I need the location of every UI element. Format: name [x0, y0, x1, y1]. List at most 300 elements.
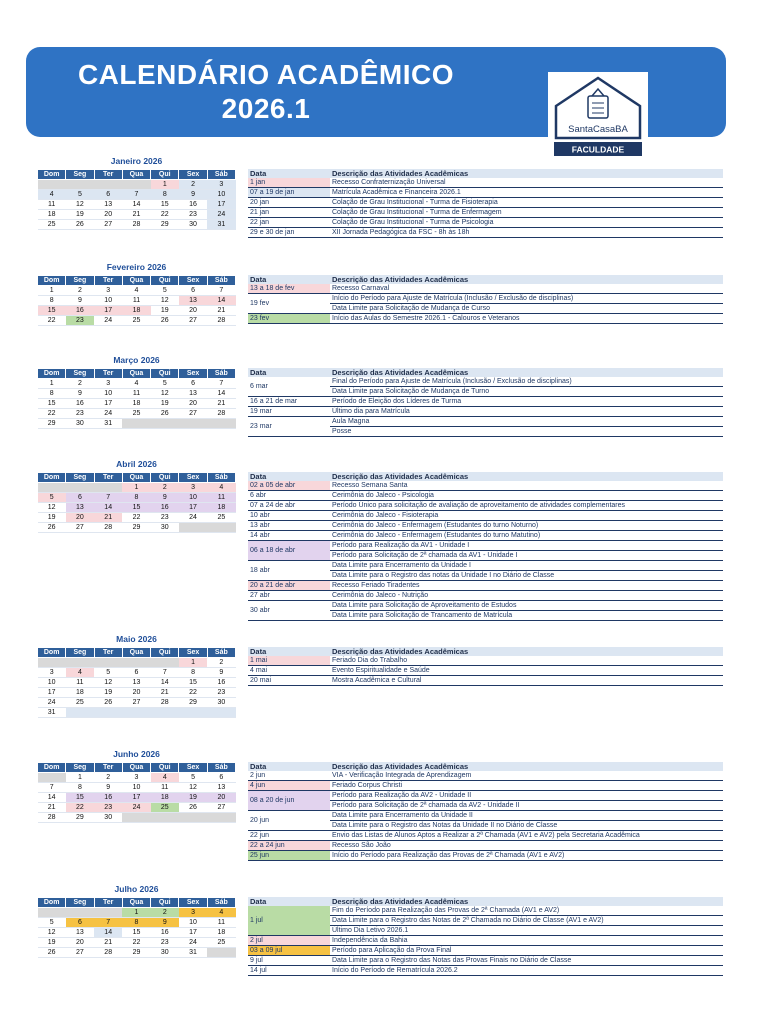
activities-table — [248, 647, 723, 686]
calendar-day — [66, 180, 94, 190]
calendar-day: 3 — [94, 379, 122, 389]
weekday-header: Sáb — [207, 276, 235, 286]
activity-date: 21 jan — [248, 208, 330, 218]
calendar-day: 15 — [122, 503, 150, 513]
calendar-day: 31 — [38, 708, 66, 718]
calendar-day — [207, 948, 235, 958]
calendar-day: 23 — [66, 409, 94, 419]
calendar-day: 14 — [207, 389, 235, 399]
calendar-day: 16 — [151, 928, 179, 938]
weekday-header: Ter — [94, 170, 122, 180]
activity-row — [248, 218, 723, 228]
activity-description: Data Limite para o Registro das Notas da Unidade II no Diário de Classe — [330, 821, 723, 831]
month-title: Janeiro 2026 — [110, 156, 163, 166]
activity-date: 6 abr — [248, 491, 330, 501]
calendar-day: 23 — [94, 803, 122, 813]
calendar-day: 2 — [94, 773, 122, 783]
calendar-day: 24 — [207, 210, 235, 220]
page-term: 2026.1 — [221, 93, 311, 124]
weekday-header: Sáb — [207, 648, 235, 658]
activity-row — [248, 811, 723, 821]
activity-date: 22 jun — [248, 831, 330, 841]
calendar-day: 7 — [122, 190, 150, 200]
weekday-header: Sex — [179, 763, 207, 773]
activity-description: Período de Eleição dos Líderes de Turma — [330, 397, 723, 407]
activity-row — [248, 198, 723, 208]
activity-row — [248, 946, 723, 956]
activity-description: Cerimônia do Jaleco - Nutrição — [330, 591, 723, 601]
activity-description: Recesso Semana Santa — [330, 481, 723, 491]
calendar-day: 14 — [38, 793, 66, 803]
calendar-day: 12 — [179, 783, 207, 793]
calendar-day: 18 — [207, 928, 235, 938]
weekday-header: Ter — [94, 648, 122, 658]
calendar-day — [38, 180, 66, 190]
calendar-day: 11 — [66, 678, 94, 688]
calendar-day: 17 — [179, 503, 207, 513]
weekday-header: Seg — [66, 898, 94, 908]
activity-date: 20 jan — [248, 198, 330, 208]
calendar-day: 9 — [66, 296, 94, 306]
activities-table — [248, 275, 723, 324]
month-calendar — [37, 275, 236, 326]
activity-description: Cerimônia do Jaleco - Fisioterapia — [330, 511, 723, 521]
weekday-header: Qua — [122, 276, 150, 286]
activity-row — [248, 791, 723, 801]
calendar-day: 8 — [151, 190, 179, 200]
calendar-day: 31 — [94, 419, 122, 429]
calendar-day: 18 — [122, 306, 150, 316]
calendar-day: 28 — [207, 316, 235, 326]
calendar-day: 14 — [151, 678, 179, 688]
calendar-day: 22 — [122, 513, 150, 523]
activity-description: Recesso Confraternização Universal — [330, 178, 723, 188]
calendar-day: 25 — [207, 938, 235, 948]
calendar-day: 16 — [207, 678, 235, 688]
activity-description: Independência da Bahia — [330, 936, 723, 946]
calendar-day — [66, 658, 94, 668]
activity-date: 1 jul — [248, 906, 330, 936]
calendar-day: 3 — [122, 773, 150, 783]
weekday-header: Qua — [122, 369, 150, 379]
calendar-day: 7 — [151, 668, 179, 678]
month-title: Julho 2026 — [114, 884, 159, 894]
activity-row — [248, 771, 723, 781]
calendar-day: 14 — [94, 503, 122, 513]
calendar-day — [38, 483, 66, 493]
calendar-day — [122, 708, 150, 718]
calendar-day — [122, 813, 150, 823]
calendar-day: 16 — [94, 793, 122, 803]
calendar-day: 28 — [151, 698, 179, 708]
calendar-day: 15 — [179, 678, 207, 688]
calendar-day: 30 — [179, 220, 207, 230]
activity-date: 20 a 21 de abr — [248, 581, 330, 591]
calendar-day: 5 — [94, 668, 122, 678]
calendar-day: 21 — [122, 210, 150, 220]
calendar-day — [94, 483, 122, 493]
calendar-day: 26 — [38, 948, 66, 958]
weekday-header: Seg — [66, 763, 94, 773]
calendar-day: 25 — [207, 513, 235, 523]
activity-date: 07 a 24 de abr — [248, 501, 330, 511]
activity-description: Início do Período para Realização das Provas de 2ª Chamada (AV1 e AV2) — [330, 851, 723, 861]
month-title: Abril 2026 — [116, 459, 157, 469]
activity-description: Data Limite para Solicitação de Trancamento de Matrícula — [330, 611, 723, 621]
calendar-day: 28 — [38, 813, 66, 823]
calendar-day: 1 — [179, 658, 207, 668]
calendar-day: 6 — [179, 379, 207, 389]
weekday-header: Qui — [151, 763, 179, 773]
calendar-day: 13 — [179, 296, 207, 306]
date-column-header: Data — [248, 472, 330, 481]
activity-row — [248, 591, 723, 601]
calendar-day: 26 — [66, 220, 94, 230]
calendar-day: 20 — [179, 399, 207, 409]
activity-row — [248, 294, 723, 304]
calendar-day: 21 — [207, 399, 235, 409]
description-column-header: Descrição das Atividades Acadêmicas — [330, 169, 723, 178]
calendar-day: 22 — [151, 210, 179, 220]
calendar-day: 1 — [66, 773, 94, 783]
calendar-day: 23 — [151, 513, 179, 523]
activity-date: 10 abr — [248, 511, 330, 521]
activity-description: Período para Solicitação de 2ª chamada da AV2 - Unidade II — [330, 801, 723, 811]
calendar-day: 4 — [38, 190, 66, 200]
activities-table — [248, 169, 723, 238]
calendar-day: 1 — [151, 180, 179, 190]
activity-date: 16 a 21 de mar — [248, 397, 330, 407]
weekday-header: Seg — [66, 369, 94, 379]
activity-description: Data Limite para o Registro das notas da Unidade I no Diário de Classe — [330, 571, 723, 581]
calendar-day — [38, 658, 66, 668]
calendar-day: 21 — [207, 306, 235, 316]
weekday-header: Qui — [151, 648, 179, 658]
calendar-day: 15 — [38, 306, 66, 316]
calendar-day: 24 — [179, 938, 207, 948]
calendar-day: 5 — [66, 190, 94, 200]
activity-date: 03 a 09 jul — [248, 946, 330, 956]
activity-description: Recesso Feriado Tiradentes — [330, 581, 723, 591]
logo-sub: FACULDADE — [571, 144, 625, 155]
calendar-day: 25 — [151, 803, 179, 813]
activity-description: Início do Período de Rematrícula 2026.2 — [330, 966, 723, 976]
description-column-header: Descrição das Atividades Acadêmicas — [330, 472, 723, 481]
calendar-day: 3 — [94, 286, 122, 296]
activities-table — [248, 897, 723, 976]
description-column-header: Descrição das Atividades Acadêmicas — [330, 762, 723, 771]
activity-date: 27 abr — [248, 591, 330, 601]
calendar-day: 18 — [151, 793, 179, 803]
calendar-day: 14 — [207, 296, 235, 306]
calendar-day: 14 — [94, 928, 122, 938]
weekday-header: Dom — [38, 898, 66, 908]
calendar-day: 7 — [207, 286, 235, 296]
calendar-day: 11 — [122, 389, 150, 399]
calendar-day: 3 — [179, 483, 207, 493]
calendar-day: 21 — [151, 688, 179, 698]
description-column-header: Descrição das Atividades Acadêmicas — [330, 897, 723, 906]
weekday-header: Qui — [151, 473, 179, 483]
calendar-day: 29 — [38, 419, 66, 429]
month-calendar — [37, 897, 236, 958]
calendar-day: 28 — [94, 523, 122, 533]
activity-row — [248, 531, 723, 541]
calendar-day: 19 — [66, 210, 94, 220]
calendar-day: 12 — [38, 503, 66, 513]
activity-description: Data Limite para Solicitação de Mudança de Curso — [330, 304, 723, 314]
weekday-header: Dom — [38, 763, 66, 773]
weekday-header: Sex — [179, 473, 207, 483]
calendar-day: 23 — [179, 210, 207, 220]
weekday-header: Qua — [122, 473, 150, 483]
activity-description: Data Limite para Encerramento da Unidade II — [330, 811, 723, 821]
calendar-day: 29 — [179, 698, 207, 708]
activity-row — [248, 178, 723, 188]
activity-date: 19 fev — [248, 294, 330, 314]
calendar-day: 9 — [66, 389, 94, 399]
calendar-day: 8 — [122, 493, 150, 503]
calendar-day: 9 — [151, 918, 179, 928]
calendar-day — [94, 180, 122, 190]
weekday-header: Seg — [66, 648, 94, 658]
calendar-day: 31 — [179, 948, 207, 958]
weekday-header: Ter — [94, 473, 122, 483]
activity-description: Data Limite para Encerramento da Unidade I — [330, 561, 723, 571]
calendar-day: 10 — [122, 783, 150, 793]
calendar-day: 16 — [151, 503, 179, 513]
calendar-day: 24 — [122, 803, 150, 813]
date-column-header: Data — [248, 762, 330, 771]
activity-date: 9 jul — [248, 956, 330, 966]
calendar-day: 20 — [207, 793, 235, 803]
calendar-day: 5 — [151, 379, 179, 389]
activity-date: 29 e 30 de jan — [248, 228, 330, 238]
calendar-day: 21 — [94, 513, 122, 523]
calendar-day: 7 — [94, 918, 122, 928]
calendar-day: 18 — [122, 399, 150, 409]
activity-row — [248, 407, 723, 417]
weekday-header: Sex — [179, 898, 207, 908]
calendar-day: 4 — [122, 379, 150, 389]
weekday-header: Qua — [122, 763, 150, 773]
calendar-day: 26 — [151, 316, 179, 326]
calendar-day: 27 — [94, 220, 122, 230]
calendar-day: 12 — [66, 200, 94, 210]
calendar-day — [66, 908, 94, 918]
activity-row — [248, 666, 723, 676]
month-title: Fevereiro 2026 — [106, 262, 167, 272]
calendar-day: 26 — [38, 523, 66, 533]
date-column-header: Data — [248, 275, 330, 284]
activity-date: 13 a 18 de fev — [248, 284, 330, 294]
date-column-header: Data — [248, 169, 330, 178]
calendar-day: 23 — [207, 688, 235, 698]
activity-description: Matrícula Acadêmica e Financeira 2026.1 — [330, 188, 723, 198]
activity-description: Início das Aulas do Semestre 2026.1 - Calouros e Veteranos — [330, 314, 723, 324]
activities-table — [248, 368, 723, 437]
activity-description: Evento Espiritualidade e Saúde — [330, 666, 723, 676]
calendar-day: 27 — [179, 316, 207, 326]
calendar-day: 4 — [207, 908, 235, 918]
calendar-day: 9 — [94, 783, 122, 793]
month-calendar — [37, 647, 236, 718]
calendar-day: 16 — [66, 399, 94, 409]
month-calendar — [37, 472, 236, 533]
calendar-day: 17 — [122, 793, 150, 803]
calendar-day: 17 — [94, 306, 122, 316]
calendar-day: 4 — [122, 286, 150, 296]
activity-date: 22 jan — [248, 218, 330, 228]
calendar-day — [94, 658, 122, 668]
calendar-day: 28 — [207, 409, 235, 419]
calendar-day: 22 — [179, 688, 207, 698]
calendar-day: 5 — [38, 918, 66, 928]
calendar-day: 25 — [66, 698, 94, 708]
calendar-day: 12 — [151, 296, 179, 306]
calendar-day: 9 — [151, 493, 179, 503]
month-title: Março 2026 — [113, 355, 160, 365]
activity-date: 2 jun — [248, 771, 330, 781]
calendar-day: 12 — [94, 678, 122, 688]
activity-date: 14 abr — [248, 531, 330, 541]
activity-row — [248, 601, 723, 611]
activity-row — [248, 851, 723, 861]
calendar-day — [151, 708, 179, 718]
activity-date: 1 mai — [248, 656, 330, 666]
weekday-header: Qua — [122, 898, 150, 908]
calendar-day: 24 — [179, 513, 207, 523]
calendar-day: 12 — [151, 389, 179, 399]
calendar-day: 4 — [207, 483, 235, 493]
calendar-day: 19 — [151, 306, 179, 316]
calendar-day: 20 — [122, 688, 150, 698]
calendar-day — [94, 708, 122, 718]
activity-date: 02 a 05 de abr — [248, 481, 330, 491]
calendar-day: 30 — [207, 698, 235, 708]
calendar-day: 17 — [38, 688, 66, 698]
calendar-day: 12 — [38, 928, 66, 938]
calendar-day: 1 — [122, 483, 150, 493]
calendar-day — [207, 708, 235, 718]
weekday-header: Sáb — [207, 473, 235, 483]
activity-description: Final do Período para Ajuste de Matrícula (Inclusão / Exclusão de disciplinas) — [330, 377, 723, 387]
calendar-day: 2 — [66, 379, 94, 389]
calendar-day: 15 — [122, 928, 150, 938]
calendar-day — [66, 483, 94, 493]
calendar-day: 6 — [94, 190, 122, 200]
calendar-day: 10 — [94, 389, 122, 399]
date-column-header: Data — [248, 368, 330, 377]
activity-description: Cerimônia do Jaleco - Enfermagem (Estudantes do turno Noturno) — [330, 521, 723, 531]
calendar-day: 26 — [151, 409, 179, 419]
activity-description: Data Limite para Solicitação de Mudança de Turno — [330, 387, 723, 397]
calendar-day: 19 — [38, 938, 66, 948]
calendar-day: 3 — [179, 908, 207, 918]
activity-description: Período para Solicitação de 2ª chamada da AV1 - Unidade I — [330, 551, 723, 561]
calendar-day — [179, 813, 207, 823]
activity-row — [248, 314, 723, 324]
calendar-day: 24 — [94, 316, 122, 326]
calendar-day: 3 — [38, 668, 66, 678]
activity-description: Data Limite para o Registro das Notas de 2ª Chamada no Diário de Classe (AV1 e AV2) — [330, 916, 723, 926]
activity-description: Data Limite para o Registro das Notas das Provas Finais no Diário de Classe — [330, 956, 723, 966]
activity-description: Feriado Dia do Trabalho — [330, 656, 723, 666]
calendar-day: 2 — [151, 908, 179, 918]
weekday-header: Sáb — [207, 763, 235, 773]
weekday-header: Sáb — [207, 898, 235, 908]
activity-description: Período para Realização da AV1 - Unidade I — [330, 541, 723, 551]
calendar-day: 18 — [207, 503, 235, 513]
calendar-day: 28 — [94, 948, 122, 958]
calendar-day: 29 — [122, 523, 150, 533]
calendar-day: 6 — [179, 286, 207, 296]
calendar-day: 29 — [122, 948, 150, 958]
weekday-header: Qui — [151, 369, 179, 379]
calendar-day: 25 — [38, 220, 66, 230]
activity-row — [248, 417, 723, 427]
weekday-header: Ter — [94, 369, 122, 379]
date-column-header: Data — [248, 647, 330, 656]
calendar-day: 11 — [38, 200, 66, 210]
activity-description: Mostra Acadêmica e Cultural — [330, 676, 723, 686]
calendar-day — [207, 813, 235, 823]
calendar-day: 2 — [151, 483, 179, 493]
activity-row — [248, 491, 723, 501]
activity-description: Último Dia Letivo 2026.1 — [330, 926, 723, 936]
calendar-day: 20 — [66, 513, 94, 523]
page-title: CALENDÁRIO ACADÊMICO — [77, 59, 455, 90]
activity-description: Aula Magna — [330, 417, 723, 427]
calendar-day: 8 — [38, 389, 66, 399]
weekday-header: Sáb — [207, 369, 235, 379]
calendar-day: 5 — [151, 286, 179, 296]
calendar-day: 9 — [207, 668, 235, 678]
weekday-header: Qua — [122, 648, 150, 658]
weekday-header: Dom — [38, 276, 66, 286]
month-title: Maio 2026 — [116, 634, 157, 644]
calendar-day: 29 — [151, 220, 179, 230]
activity-row — [248, 208, 723, 218]
calendar-day — [122, 658, 150, 668]
activity-description: Recesso Carnaval — [330, 284, 723, 294]
calendar-day: 17 — [94, 399, 122, 409]
calendar-day: 2 — [207, 658, 235, 668]
activity-date: 20 jun — [248, 811, 330, 831]
weekday-header: Sex — [179, 648, 207, 658]
activity-description: Posse — [330, 427, 723, 437]
activity-description: Colação de Grau Institucional - Turma de Psicologia — [330, 218, 723, 228]
calendar-day: 22 — [122, 938, 150, 948]
activity-row — [248, 561, 723, 571]
calendar-day: 13 — [179, 389, 207, 399]
calendar-day: 23 — [151, 938, 179, 948]
calendar-day: 19 — [94, 688, 122, 698]
description-column-header: Descrição das Atividades Acadêmicas — [330, 647, 723, 656]
calendar-day: 30 — [151, 948, 179, 958]
calendar-day: 4 — [66, 668, 94, 678]
calendar-day: 6 — [207, 773, 235, 783]
activity-date: 22 a 24 jun — [248, 841, 330, 851]
calendar-day: 27 — [66, 948, 94, 958]
calendar-day: 11 — [151, 783, 179, 793]
activity-date: 1 jan — [248, 178, 330, 188]
activity-row — [248, 541, 723, 551]
calendar-day: 8 — [66, 783, 94, 793]
activities-table — [248, 762, 723, 861]
calendar-day: 27 — [122, 698, 150, 708]
activity-date: 23 fev — [248, 314, 330, 324]
